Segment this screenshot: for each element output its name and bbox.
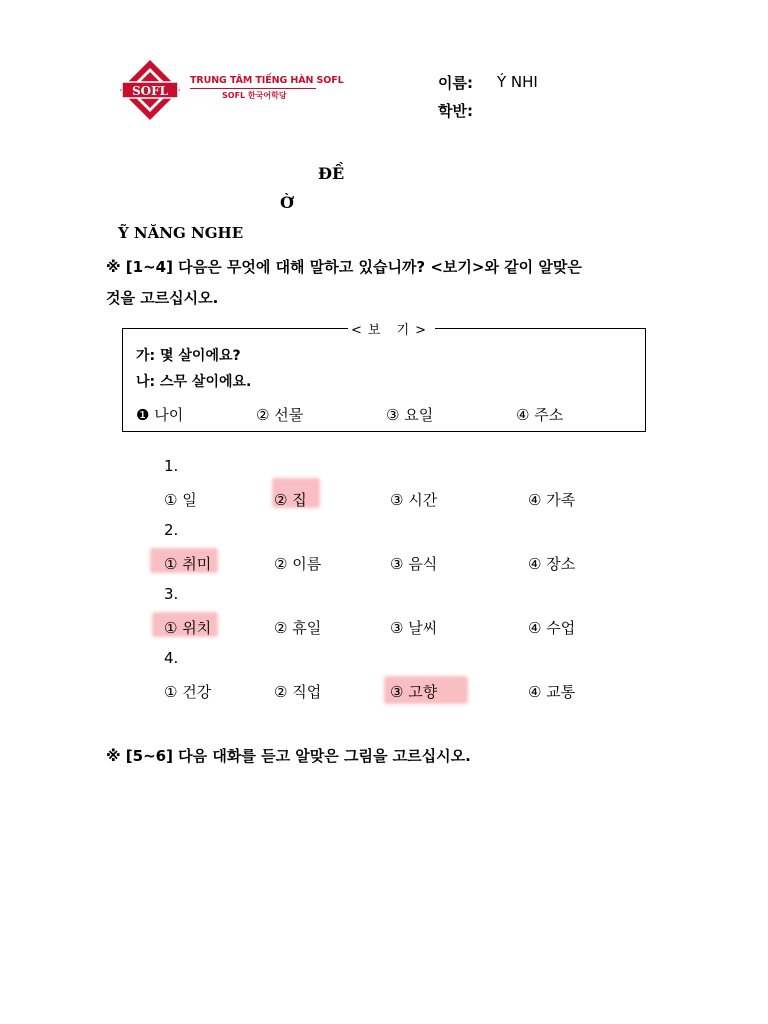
question-1-number: 1. — [164, 457, 179, 475]
q1-option-3[interactable]: ③ 시간 — [390, 491, 438, 509]
title-line2: Ờ — [280, 193, 294, 212]
logo-mark: SOFL — [131, 84, 169, 98]
q4-option-2[interactable]: ② 직업 — [274, 683, 322, 701]
q2-option-1[interactable]: ① 취미 — [164, 555, 212, 573]
example-title: <보 기> — [348, 319, 435, 338]
q3-option-1[interactable]: ① 위치 — [164, 619, 212, 637]
q2-option-2[interactable]: ② 이름 — [274, 555, 322, 573]
question-3-number: 3. — [164, 585, 179, 603]
sofl-logo — [118, 58, 182, 122]
q3-option-3[interactable]: ③ 날씨 — [390, 619, 438, 637]
q1-option-4[interactable]: ④ 가족 — [528, 491, 576, 509]
question-2-number: 2. — [164, 521, 179, 539]
logo-divider — [190, 88, 316, 89]
instruction-2: ※ [5~6] 다음 대화를 듣고 알맞은 그림을 고르십시오. — [106, 747, 471, 765]
q2-option-3[interactable]: ③ 음식 — [390, 555, 438, 573]
q4-option-1[interactable]: ① 건강 — [164, 683, 212, 701]
title-line1: ĐỀ — [318, 164, 345, 183]
example-option: ③ 요일 — [386, 406, 434, 424]
instruction-1-line2: 것을 고르십시오. — [106, 289, 219, 307]
name-value: Ý NHI — [497, 73, 538, 91]
example-line1: 가: 몇 살이에요? — [136, 348, 241, 364]
q1-option-2[interactable]: ② 집 — [274, 491, 307, 509]
example-option: ④ 주소 — [516, 406, 564, 424]
q3-option-2[interactable]: ② 휴일 — [274, 619, 322, 637]
q3-option-4[interactable]: ④ 수업 — [528, 619, 576, 637]
q1-option-1[interactable]: ① 일 — [164, 491, 197, 509]
example-option: ② 선물 — [256, 406, 304, 424]
example-option: ❶ 나이 — [136, 406, 184, 424]
student-id-label: 학반: — [438, 102, 473, 120]
question-4-number: 4. — [164, 649, 179, 667]
example-line2: 나: 스무 살이에요. — [136, 374, 252, 390]
logo-title: TRUNG TÂM TIẾNG HÀN SOFL — [190, 75, 344, 86]
name-label: 이름: — [438, 74, 473, 92]
section-title: Ỹ NĂNG NGHE — [118, 224, 244, 242]
q2-option-4[interactable]: ④ 장소 — [528, 555, 576, 573]
q4-option-4[interactable]: ④ 교통 — [528, 683, 576, 701]
logo-subtitle: SOFL 한국어학당 — [222, 91, 287, 100]
q4-option-3[interactable]: ③ 고향 — [390, 683, 438, 701]
instruction-1-line1: ※ [1~4] 다음은 무엇에 대해 말하고 있습니까? <보기>와 같이 알맞은 — [106, 258, 582, 276]
